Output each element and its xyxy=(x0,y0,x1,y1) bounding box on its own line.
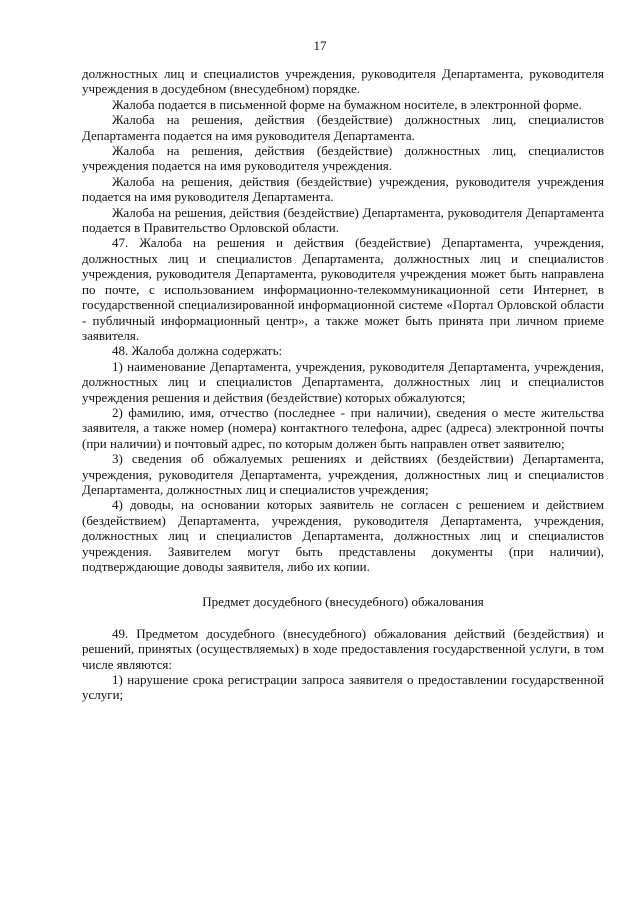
list-item-4: 4) доводы, на основании которых заявитель не согласен с решением и действием (бездействием) Департамента, учреждения, руководителя Департамента, учреждения, должностных лиц и специалистов Департамента, должностных лиц и специалистов учреждения. Заявителем могут быть представлены документы (при наличии), подтверждающие доводы заявителя, либо их копии. xyxy=(82,497,604,574)
list-item-49-1: 1) нарушение срока регистрации запроса заявителя о предоставлении государственной услуги; xyxy=(82,672,604,703)
section-heading: Предмет досудебного (внесудебного) обжалования xyxy=(202,594,484,610)
list-item-1: 1) наименование Департамента, учреждения, руководителя Департамента, учреждения, должностных лиц и специалистов Департамента, должностных лиц и специалистов учреждения решения и действия (бездействие) которых обжалуются; xyxy=(82,358,604,405)
page-body xyxy=(82,66,604,703)
paragraph-department-head: Жалоба на решения, действия (бездействие) Департамента, руководителя Департамента подается в Правительство Орловской области. xyxy=(82,204,604,236)
paragraph-department-officials: Жалоба на решения, действия (бездействие) должностных лиц, специалистов Департамента подается на имя руководителя Департамента. xyxy=(82,112,604,143)
page-number: 17 xyxy=(313,38,327,53)
list-item-2: 2) фамилию, имя, отчество (последнее - при наличии), сведения о месте жительства заявителя, а также номер (номера) контактного телефона, адрес (адреса) электронной почты (при наличии) и почтовый адрес, по которым должен быть направлен ответ заявителю; xyxy=(82,404,604,451)
paragraph-47: 47. Жалоба на решения и действия (бездействие) Департамента, учреждения, должностных лиц и специалистов Департамента, должностных лиц и специалистов учреждения, руководителя Департамента, руководителя учреждения может быть направлена по почте, с использованием информационно-телекоммуникационной сети Интернет, в государственной специализированной информационной системе «Портал Орловской области - публичный информационный центр», а также может быть принята при личном приеме заявителя. xyxy=(82,235,604,343)
paragraph-49: 49. Предметом досудебного (внесудебного) обжалования действий (бездействия) и решений, принятых (осуществляемых) в ходе предоставления государственной услуги, в том числе являются: xyxy=(82,625,604,672)
paragraph-institution-officials: Жалоба на решения, действия (бездействие) должностных лиц, специалистов учреждения подается на имя руководителя учреждения. xyxy=(82,143,604,174)
paragraph-48: 48. Жалоба должна содержать: xyxy=(112,343,283,359)
paragraph-continuation: должностных лиц и специалистов учреждения, руководителя Департамента, руководителя учреждения в досудебном (внесудебном) порядке. xyxy=(82,66,604,97)
paragraph-written-form: Жалоба подается в письменной форме на бумажном носителе, в электронной форме. xyxy=(112,96,582,112)
paragraph-institution-head: Жалоба на решения, действия (бездействие) учреждения, руководителя учреждения подается на имя руководителя Департамента. xyxy=(82,173,604,205)
list-item-3: 3) сведения об обжалуемых решениях и действиях (бездействии) Департамента, учреждения, руководителя Департамента, учреждения, должностных лиц и специалистов Департамента, должностных лиц и специалистов учреждения; xyxy=(82,451,604,497)
